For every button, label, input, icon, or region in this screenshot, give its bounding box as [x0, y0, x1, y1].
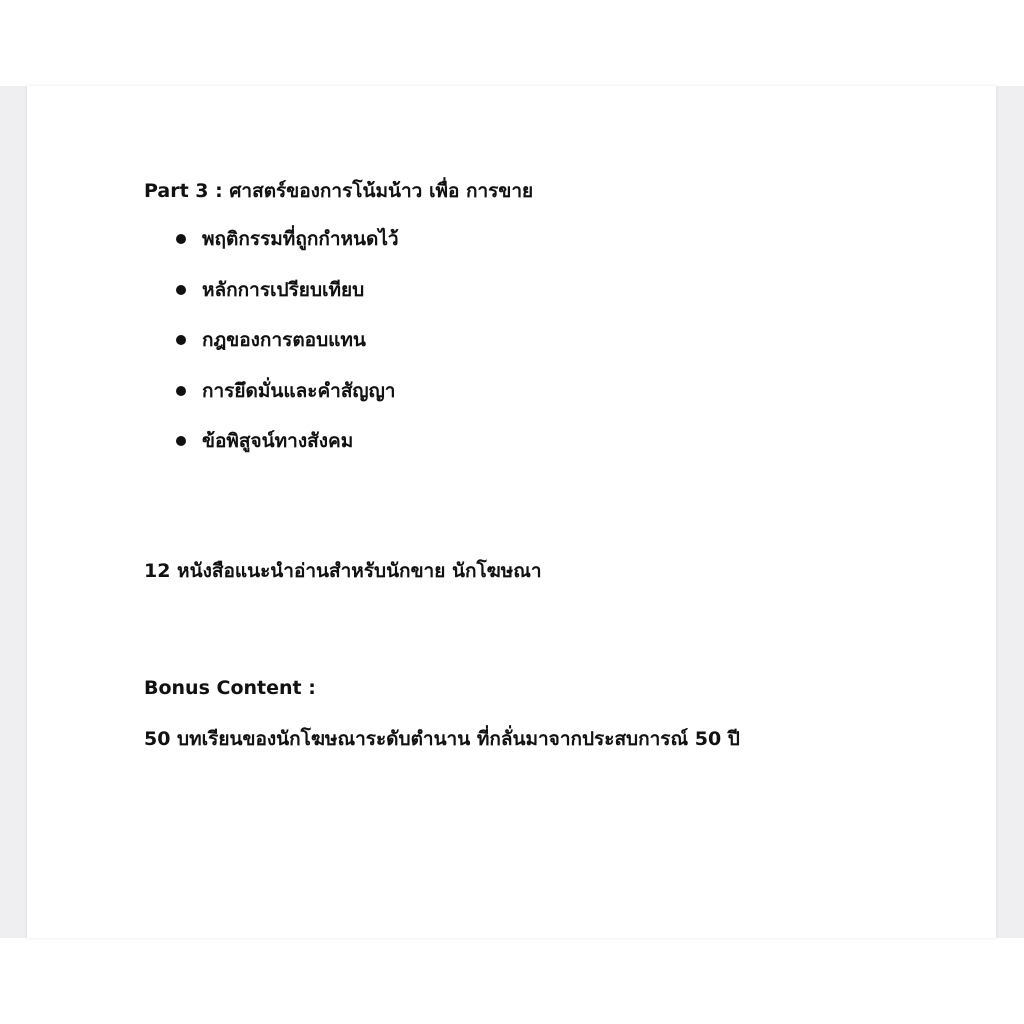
list-item: [144, 428, 964, 454]
part-heading-label: Part 3 :: [144, 180, 223, 202]
bullet-icon: [176, 335, 186, 345]
page-content: [144, 178, 964, 750]
list-item-text: การยึดมั่นและคำสัญญา: [202, 379, 396, 402]
list-item: [144, 226, 964, 252]
part-heading-text: ศาสตร์ของการโน้มน้าว เพื่อ การขาย: [222, 180, 534, 202]
list-item-text: พฤติกรรมที่ถูกกำหนดไว้: [202, 228, 399, 250]
bullet-icon: [176, 234, 186, 244]
list-item-text: ข้อพิสูจน์ทางสังคม: [202, 430, 354, 452]
list-item-text: หลักการเปรียบเทียบ: [202, 278, 365, 301]
list-item: [144, 277, 964, 303]
bonus-content-heading: Bonus Content :: [144, 677, 316, 699]
list-item: [144, 327, 964, 353]
books-recommendation-line: 12 หนังสือแนะนำอ่านสำหรับนักขาย นักโฆษณา: [144, 560, 542, 582]
list-item-text: กฎของการตอบแทน: [202, 329, 366, 351]
bonus-lessons-line: 50 บทเรียนของนักโฆษณาระดับตำนาน ที่กลั่นมาจากประสบการณ์ 50 ปี: [144, 728, 740, 750]
bullet-icon: [176, 285, 186, 295]
document-viewer-canvas: [0, 86, 1024, 938]
part-3-heading: [144, 178, 964, 204]
topic-bullet-list: [144, 226, 964, 454]
document-page: [27, 86, 996, 938]
list-item: [144, 378, 964, 404]
bullet-icon: [176, 386, 186, 396]
bullet-icon: [176, 436, 186, 446]
